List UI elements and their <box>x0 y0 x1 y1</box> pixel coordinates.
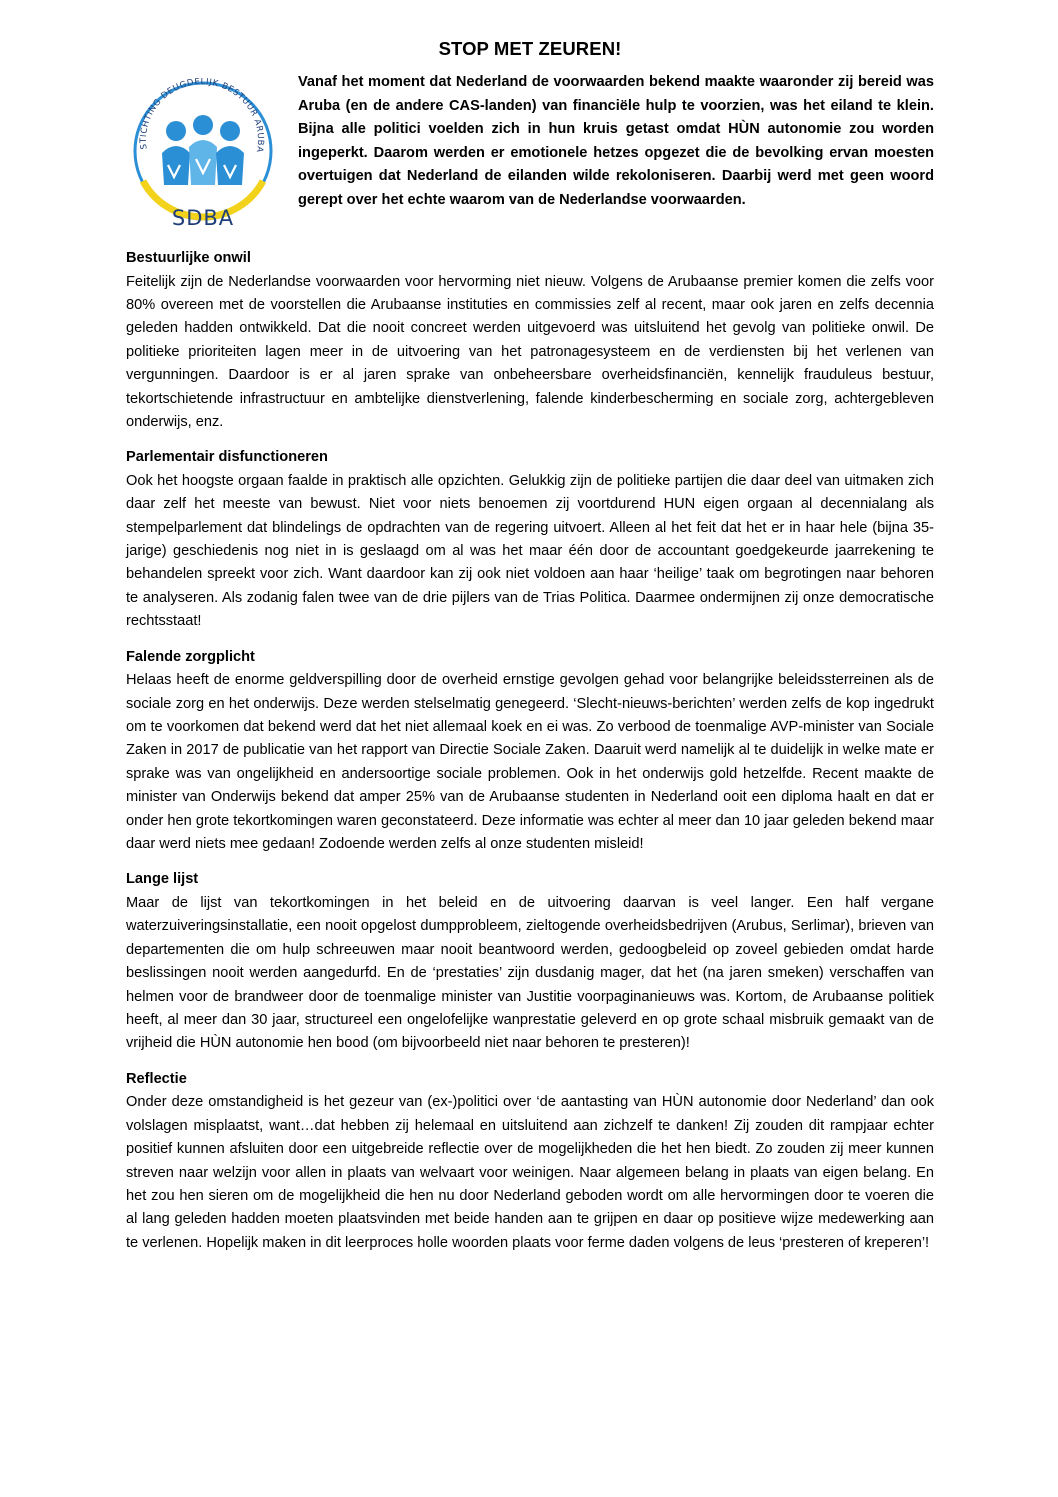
section-text: Ook het hoogste orgaan faalde in praktisch alle opzichten. Gelukkig zijn de politieke partijen die daar deel van uitmaken zich daar zelf het meeste van bewust. Niet voor niets benoemen zij voortdurend HUN eigen orgaan al decennialang als stempelparlement dat blindelings de opdrachten van de regering uitvoert. Alleen al het feit dat het er in haar hele (bijna 35-jarige) geschiedenis nog niet in is geslaagd om al was het maar één door de accountant goedgekeurde jaarrekening te behandelen spreekt voor zich. Want daardoor kan zij ook niet voldoen aan haar ‘heilige’ taak om begrotingen naar behoren te analyseren. Als zodanig falen twee van de drie pijlers van de Trias Politica. Daarmee ondermijnen zij onze democratische rechtsstaat! <box>126 472 934 630</box>
section-bestuurlijke-onwil <box>126 247 934 434</box>
section-reflectie <box>126 1068 934 1255</box>
section-heading: Falende zorgplicht <box>126 648 255 665</box>
section-lange-lijst <box>126 868 934 1055</box>
section-text: Maar de lijst van tekortkomingen in het beleid en de uitvoering daarvan is veel langer. Een half vergane waterzuiveringsinstallatie, een nooit opgelost dumpprobleem, zieltogende overheidsbedrijven (Arubus, Serlimar), brieven van departementen die om hulp schreeuwen maar nooit beantwoord werden, gedoogbeleid op zoveel gebieden omdat harde beslissingen nooit werden aangedurfd. En de ‘prestaties’ zijn dusdanig mager, dat het (na jaren smeken) verschaffen van helmen voor de brandweer door de toenmalige minister van Justitie voorpaginanieuws was. Kortom, de Arubaanse politiek heeft, al meer dan 30 jaar, structureel een ongelofelijke wanprestatie geleverd en op grote schaal misbruik gemaakt van de vrijheid die HÙN autonomie hen bood (om bijvoorbeeld niet naar behoren te presteren)! <box>126 894 934 1052</box>
section-text: Helaas heeft de enorme geldverspilling door de overheid ernstige gevolgen gehad voor belangrijke beleidssterreinen als de sociale zorg en het onderwijs. Deze werden stelselmatig genegeerd. ‘Slecht-nieuws-berichten’ werden zelfs de kop ingedrukt om te voorkomen dat bekend werd dat het niet allemaal koek en ei was. Zo verbood de toenmalige AVP-minister van Sociale Zaken in 2017 de publicatie van het rapport van Directie Sociale Zaken. Daaruit werd namelijk al te duidelijk in welke mate er sprake was van ongelijkheid en andersoortige sociale problemen. Ook in het onderwijs gold hetzelfde. Recent maakte de minister van Onderwijs bekend dat amper 25% van de Arubaanse studenten in Nederland ooit een diploma haalt en dat er onder hen grote tekortkomingen waren geconstateerd. Deze informatie was echter al meer dan 10 jaar geleden bekend maar daar werd niets mee gedaan! Zodoende werden zelfs al onze studenten misleid! <box>126 672 934 853</box>
logo-figures <box>162 115 244 185</box>
section-heading: Parlementair disfunctioneren <box>126 449 328 466</box>
section-heading: Reflectie <box>126 1070 187 1087</box>
sdba-logo <box>128 73 278 243</box>
section-falende-zorgplicht <box>126 646 934 857</box>
document-page <box>126 38 934 1255</box>
logo-abbreviation: SDBA <box>171 206 235 230</box>
section-parlementair-disfunctioneren <box>126 446 934 633</box>
intro-paragraph: Vanaf het moment dat Nederland de voorwaarden bekend maakte waaronder zij bereid was Aruba (en de andere CAS-landen) van financiële hulp te voorzien, was het eiland te klein. Bijna alle politici voelden zich in hun kruis getast omdat HÙN autonomie zou worden ingeperkt. Daarom werden er emotionele hetzes opgezet die de bevolking ervan moesten overtuigen dat Nederland de eilanden wilde rekoloniseren. Daarbij werd met geen woord gerept over het echte waarom van de Nederlandse voorwaarden. <box>298 74 934 208</box>
section-heading: Bestuurlijke onwil <box>126 250 251 266</box>
section-heading: Lange lijst <box>126 871 199 888</box>
document-title: STOP MET ZEUREN! <box>438 38 622 59</box>
intro-block <box>126 71 934 243</box>
section-text: Onder deze omstandigheid is het gezeur van (ex-)politici over ‘de aantasting van HÙN autonomie door Nederland’ dan ook volslagen misplaatst, want…dat hebben zij helemaal en uitsluitend aan zichzelf te danken! Zij zouden dit rampjaar echter positief kunnen afsluiten door een uitgebreide reflectie over de mogelijkheden die het hen biedt. Zo zouden zij meer kunnen streven naar welzijn voor allen in plaats van welvaart voor weinigen. Naar algemeen belang in plaats van eigen belang. En het zou hen sieren om de mogelijkheid die hen nu door Nederland geboden wordt om alle hervormingen door te voeren die al lang geleden hadden moeten plaatsvinden met beide handen aan te grijpen en daar op positieve wijze medewerking aan te verlenen. Hopelijk maken in dit leerproces holle woorden plaats voor ferme daden volgens de leus ‘presteren of kreperen’! <box>126 1094 934 1251</box>
logo-container <box>126 71 298 243</box>
section-text: Feitelijk zijn de Nederlandse voorwaarden voor hervorming niet nieuw. Volgens de Arubaanse premier komen die zelfs voor 80% overeen met de voorstellen die Arubaanse instituties en commissies zelf al recent, maar ook jaren en zelfs decennia geleden hadden ontwikkeld. Dat die nooit concreet werden uitgevoerd was uitsluitend het gevolg van politieke onwil. De politieke prioriteiten lagen meer in de uitvoering van het patronagesysteem en de verdiensten bij het verlenen van vergunningen. Daardoor is er al jaren sprake van onbeheersbare overheidsfinanciën, kennelijk frauduleus bestuur, tekortschietende infrastructuur en ambtelijke dienstverlening, falende kinderbescherming en sociale zorg, achtergebleven onderwijs, enz. <box>126 273 934 430</box>
logo-arc-text: STICHTING DEUGDELIJK BESTUUR ARUBA <box>138 77 266 154</box>
